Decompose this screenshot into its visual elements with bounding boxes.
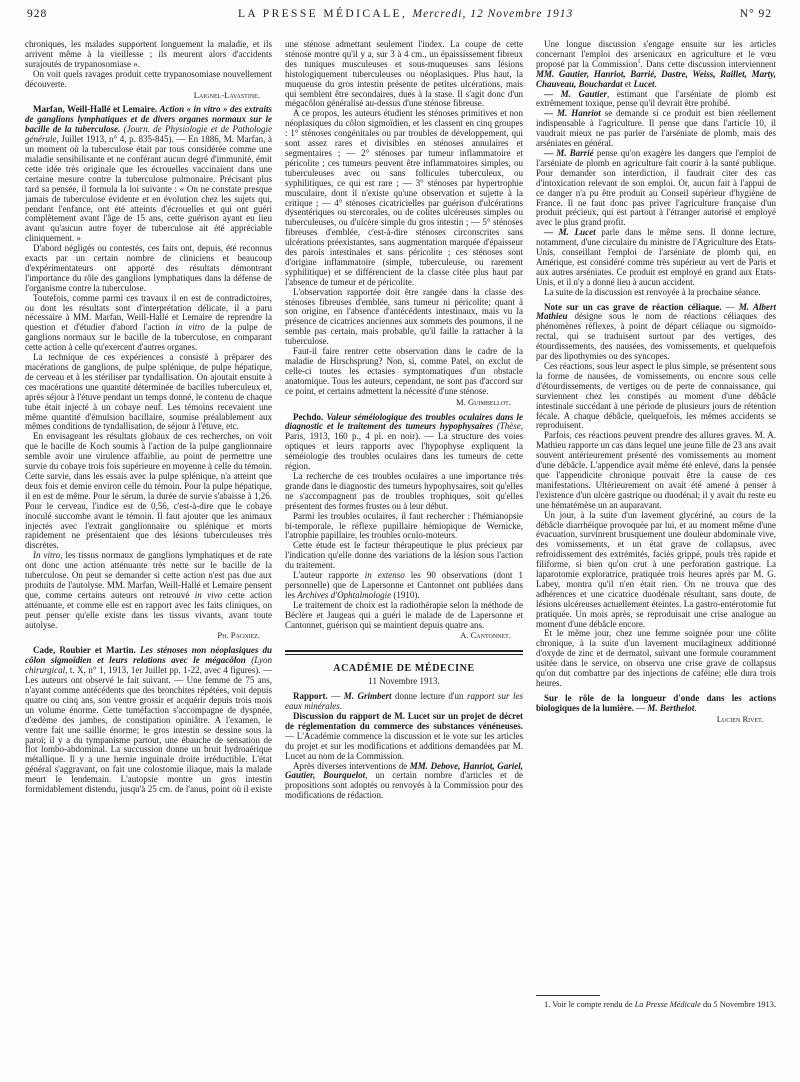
text-paragraph [25, 432, 272, 551]
text-run: parle dans le même sens. Il donne lecture, notamment, d'une circulaire du ministre de l'Agriculture des Etats-Unis, conseillant l'emploi de l'arséniate de plomb qui, en Amérique, est considéré comme très supérieur au vert de Paris et aux autres arséniates. Ce produit est employé en grand aux Etats-Unis, et il n'y a donné lieu à aucun accident. [536, 227, 776, 287]
author-signature: M. Guimbellot. [456, 396, 511, 407]
article-paragraph [25, 646, 272, 795]
text-run: — L'Académie commence la discussion et le vote sur les articles du projet et sur les modifications et additions demandées par M. Lucet au nom de la Commission. [285, 730, 523, 761]
text-paragraph [536, 109, 776, 149]
emphasis-text: — M. Lucet [544, 227, 596, 238]
text-paragraph [536, 90, 776, 110]
text-run: , Paris, 1913, 160 p., 4 pl. en noir). — La structure des voies optiques et leurs rapports avec l'hypophyse expliquent la séméiologie des troubles oculaires dans les tumeurs de cette région. [285, 421, 523, 472]
text-run: , t. X, n° 1, 1913, 1er Juillet pp. 1-22, avec 4 figures). — Les auteurs ont observé le fait suivant. — Une femme de 75 ans, n'ayant comme antécédents que des bronchites répétées, voit depuis quatre ou cinq ans, son ventre grossir et acquérir depuis trois mois un volume énorme. Cette tuméfaction s'accompagne de dyspnée, d'œdème des jambes, de constipation opiniâtre. A l'examen, le ventre fait une saillie énorme; le gros intestin se dessine sous la paroi; il y a du tympanisme partout, une ébauche de sensation de flot lombo-abdominal. La succussion donne un bruit hydroaérique métallique. Il y a une hernie inguinale droite irréductible. L'état général s'aggravant, on fait une colostomie iliaque, mais la malade meurt le lendemain. L'autopsie montre un gros intestin formidablement distendu, jusqu'à 25 cm. de l'anus, point où il existe [25, 665, 272, 795]
text-run: désigne sous le nom de réactions céliaques des phénomènes réflexes, à point de départ céliaque ou sigmoïdo-rectal, qui se traduisent surtout par des vertiges, des étourdissements, des nausées, des vomissements, et quelquefois par des lipothymies ou des syncopes. [536, 311, 776, 362]
section-heading: ACADÉMIE DE MÉDECINE [333, 663, 475, 675]
text-run: pense qu'on exagère les dangers que l'emploi de l'arséniate de plomb en agriculture fait courir à la santé publique. Pour demander son interdiction, il faudrait citer des cas d'intoxication relevant de son emploi. Or, aucun fait à l'appui de ce danger n'a pu être produit au Conseil supérieur d'hygiène de France. Il ne faut donc pas priver l'agriculture française d'un produit précieux, qui est partout à l'étranger autorisé et employé avec le plus grand profit. [536, 147, 776, 228]
italic-text: In vitro [33, 550, 61, 561]
text-run: , Juillet 1913, n° 4, p. 835-845). — En 1886, M. Marfan, à un moment où la tuberculose était par tous considérée comme une maladie sensibilisante et ne conférant aucun degré d'immunité, émit cette idée très originale que les écrouelles vaccinaient dans une certaine mesure contre la tuberculose pulmonaire. Précisant plus tard sa pensée, il formula la loi suivante : « On ne constate presque jamais de tuberculose évidente et en évolution chez les sujets qui, pendant l'enfance, ont été atteints d'écrouelles et qui ont guéri complètement avant l'âge de 15 ans, cette guérison ayant eu lieu avant qu'aucun autre foyer de tuberculose ait été appréciable cliniquement. » [25, 134, 272, 244]
emphasis-text: M. Berthelot [647, 702, 695, 713]
emphasis-text: MM. Gautier, Hanriot, Barrié, Dastre, Weiss, Raillet, Marty, Chauveau, Bouchardat [536, 68, 776, 89]
article-paragraph [285, 413, 523, 472]
text-paragraph [285, 40, 523, 109]
text-run: , estimant que l'arséniate de plomb est extrêmement toxique, pense qu'il devrait être prohibé. [536, 88, 776, 109]
text-paragraph [25, 70, 272, 90]
emphasis-text: Pechdo. [293, 411, 327, 422]
emphasis-text: — M. Barrié [544, 147, 594, 158]
section-rule [285, 650, 523, 655]
text-run: une sténose admettant seulement l'index. La coupe de cette sténose montre qu'il y a, sur 3 à 4 cm., un épaississement fibreux des tuniques musculeuses et sous-muqueuses sans lésions histologiquement tuberculeuses ou néoplasiques. Plus haut, la muqueuse du gros intestin présente de petites ulcérations, mais qui semblent être secondaires, dues à la stase. Il s'agit donc d'un mégacôlon généralisé au-dessus d'une sténose fibreuse. [285, 40, 523, 109]
text-run: — [721, 301, 739, 312]
text-paragraph [25, 551, 272, 630]
emphasis-text: Sur le rôle de la longueur d'onde dans les actions biologiques de la lumière. [536, 692, 776, 713]
text-run: Ces réactions, sous leur aspect le plus simple, se présentent sous la forme de nausées, de vomissements, ou encore sous celle d'étourdissements, de vertiges ou de perte de connaissance, qui surviennent chez les constipés au moment d'une débâcle intestinale succédant à une période de plusieurs jours de rétention fécale. A chaque débâcle, quelquefois, les mêmes accidents se reproduisent. [536, 361, 776, 431]
author-signature: A. Cantonnet. [460, 630, 511, 641]
text-run: — [633, 702, 648, 713]
emphasis-text: Rapport. [293, 691, 328, 702]
text-run: Faut-il faire rentrer cette observation dans le cadre de la maladie de Hirschsprung? Non, si, comme Patel, on exclut de celle-ci toutes les ectasies symptomatiques d'un obstacle anatomique. Tous les auteurs, cependant, ne sont pas d'accord sur ce point, et certains admettent la nécessité d'une sténose. [285, 346, 523, 396]
text-run: cette action atténuante, et comme elle est en rapport avec les faits cliniques, on peut penser qu'elle existe dans les tissus vivants, avant toute autolyse. [25, 589, 272, 630]
text-run: En envisageant les résultats globaux de ces recherches, on voit que le bacille de Koch soumis à l'action de la pulpe ganglionnaire semble avoir une virulence affaiblie, au point de permettre une survie du cobaye trois fois supérieure en moyenne à celle du témoin. Cette survie, dans les essais avec la pulpe splénique, n'a atteint que deux fois et demie environ celle du témoin. Pour la pulpe hépatique, il en est de même. Pour le sérum, la durée de survie s'abaisse à 1,26. Pour le cerveau, l'indice est de 0,56, c'est-à-dire que le cobaye inoculé succombe avant le témoin. Il faut ajouter que les animaux injectés avec l'extrait ganglionnaire ou splénique et morts rapidement ne présentaient que des lésions tuberculeuses très discrètes. [25, 431, 272, 551]
italic-text: (Lyon chirurgical [25, 655, 272, 676]
text-run: et [622, 78, 634, 89]
article-paragraph [25, 105, 272, 244]
text-paragraph [536, 228, 776, 287]
text-run: L'auteur rapporte [293, 570, 365, 581]
italic-text: (Journ. de Physiologie et de Pathologie générale [25, 124, 272, 145]
emphasis-text: M. Albert Mathieu [536, 301, 776, 322]
emphasis-text: Cade, Roubier et Martin. [33, 645, 140, 656]
column-middle [285, 40, 523, 1076]
text-paragraph [25, 40, 272, 70]
italic-text: Archives d'Ophtalmologie [297, 589, 392, 600]
text-paragraph [285, 109, 523, 287]
footnote-text [536, 1000, 776, 1009]
text-paragraph [285, 512, 523, 542]
text-run: Toutefois, comme parmi ces travaux il en est de contradictoires, ou dont les résultats sont d'interprétation délicate, il a paru nécessaire à MM. Marfan, Weill-Hallé et Lemaire de reprendre la question et d'étudier d'abord l'action [25, 292, 272, 333]
emphasis-text: Les sténoses non néoplasiques du côlon sigmoïdien et leurs relations avec le mégacôlon [25, 645, 272, 666]
issue-date: Mercredi, 12 Novembre 1913 [412, 8, 574, 20]
text-run: de la pulpe de ganglions normaux sur le bacille de la tuberculose, en comparant cette action à celle qu'exercent d'autres organes. [25, 322, 272, 353]
italic-text: (Thèse [496, 421, 521, 432]
issue-number: N° 92 [739, 8, 772, 20]
text-run: Le traitement de choix est la radiothérapie selon la méthode de Béclère et Jaugeas qui a guéri le malade de de Lapersonne et Cantonnet, guérison qui se maintient depuis quatre ans. [285, 599, 523, 630]
italic-text: in vivo [194, 589, 223, 600]
text-run: On voit quels ravages produit cette trypanosomiase nouvellement découverte. [25, 68, 272, 89]
text-paragraph [536, 40, 776, 90]
emphasis-text: — M. Gautier [544, 88, 607, 99]
author-signature: Lucien Rivet. [716, 713, 764, 724]
article-paragraph [536, 694, 776, 714]
text-run: les 90 observations (dont 1 personnelle) que de Lapersonne et Cantonnet ont publiées dans les [285, 570, 523, 600]
text-run: (1910). [391, 589, 420, 600]
text-paragraph [285, 571, 523, 601]
text-run: La suite de la discussion est renvoyée à la prochaine séance. [544, 286, 761, 297]
text-paragraph [536, 149, 776, 228]
text-run: Un jour, à la suite d'un lavement glycériné, au cours de la débâcle diarrhéique provoquée par lui, et au moment même d'une évacuation, survinrent brusquement une douleur abdominale vive, des vomissements, et un état grave de collapsus, avec refroidissement des extrémités, faciès grippé, pouls très rapide et filiforme, si bien qu'on crut à une perforation gastrique. La laparotomie exploratrice, pratiquée trois heures après par M. G. Labey, montra qu'il n'en était rien. On ne trouva que des adhérences et une cicatrice duodénale résultant, sans doute, de lésions ulcéreuses actuellement éteintes. La gastro-entérotomie fut pratiquée. Un mois après, se reproduisait une crise analogue au moment d'une débâcle encore. [536, 509, 776, 629]
journal-title [238, 8, 573, 24]
text-paragraph [285, 347, 523, 397]
author-signature: Laignel-Lavastine. [193, 89, 260, 100]
text-run: . [339, 701, 342, 712]
text-paragraph [25, 353, 272, 432]
text-paragraph [285, 288, 523, 347]
text-run: Parfois, ces réactions peuvent prendre des allures graves. M. A. Mathieu rapporte un cas dans lequel une jeune fille de 23 ans avait souvent antérieurement présenté des vomissements au moment d'une débâcle. L'appendice avait même été enlevé, dans la pensée que l'appendicite chronique pouvait être la cause de ces manifestations. Ultérieurement on avait été amené à penser à l'existence d'un ulcère gastrique ou duodénal; il y avait du reste eu une hématémèse un an auparavant. [536, 430, 776, 510]
text-paragraph [285, 541, 523, 571]
text-run: La technique de ces expériences a consisté à préparer des macérations de ganglions, de pulpe splénique, de pulpe hépatique, de cerveau et à les stériliser par tyndallisation. On ajoutait ensuite à ces macérations une quantité déterminée de bacilles tuberculeux et, après séjour à l'étuve pendant un temps donné, le contenu de chaque tube était injecté à un cobaye neuf. Les témoins recevaient une même quantité d'émulsion bacillaire, soumise préalablement aux mêmes conditions de tyndallisation, de séjour à l'étuve, etc. [25, 352, 272, 432]
text-run: . [694, 702, 697, 713]
text-paragraph [285, 762, 523, 802]
text-run: chroniques, les malades supportent longuement la maladie, et ils arrivent même à la vieillesse ; ils meurent alors d'accidents surajoutés de trypanosomiase ». [25, 40, 272, 69]
text-paragraph [536, 288, 776, 298]
footnote-rule [536, 995, 600, 996]
emphasis-text: Note sur un cas grave de réaction céliaque. [544, 301, 722, 312]
text-paragraph [285, 692, 523, 712]
text-paragraph [285, 601, 523, 631]
text-run: Après diverses interventions de [293, 760, 410, 771]
text-run: Une longue discussion s'engage ensuite sur les articles concernant l'emploi des arsenicaux en agriculture et le vœu proposé par la Commission [536, 40, 776, 69]
text-paragraph [536, 511, 776, 630]
emphasis-text: Discussion du rapport de M. Lucet sur un projet de décret de réglementation du commerce des substances vénéneuses. [285, 711, 523, 731]
text-paragraph [285, 472, 523, 512]
italic-text: rapport sur les eaux minérales [285, 691, 523, 712]
text-run: du 5 Novembre 1913. [700, 1000, 776, 1009]
text-run: A ce propos, les auteurs étudient les sténoses primitives et non néoplasiques du côlon sigmoïdien, et les classent en cinq groupes : 1° sténoses congénitales ou par troubles de développement, qui sont assez rares et divisibles en sténoses annulaires et segmentaires ; — 2° sténoses par tumeur inflammatoire et péricolite ; ces tumeurs peuvent être inflammatoires simples, ou tuberculeuses avec ou sans follicules tuberculeux, ou syphilitiques, ce qui est rare ; — 3° sténoses par hypertrophie musculaire, dont il n'existe qu'une observation et sujette à la critique ; — 4° sténoses cicatricielles par guérison d'ulcérations dysentériques ou stercorales, ou de colites ulcéreuses simples ou tuberculeuses, ou d'ulcère simple du gros intestin ; — 5° sténoses fibreuses d'emblée, c'est-à-dire sténoses circonscrites sans ulcérations préexistantes, sans augmentation marquée d'épaisseur des parois intestinales et sans péricolite ; ces sténoses sont d'origine inflammatoire (simple, tuberculeuse, ou rarement syphilitique) et se différencient de la classe citée plus haut par l'absence de tumeur et de péricolite. [285, 108, 523, 287]
text-run: Et le même jour, chez une femme soignée pour une côlite chronique, à la suite d'un lavement mucilagineux additionné d'oxyde de zinc et de dermatol, suivant une formule couramment usitée dans le service, on observa une crise grave de collapsus qu'on dut combattre par des injections de caféine; elle dura trois heures. [536, 628, 776, 688]
emphasis-text: Action « in vitro » des extraits de ganglions lymphatiques et de divers organes normaux sur le bacille de la tuberculose. [25, 104, 272, 135]
text-run: L'observation rapportée doit être rangée dans la classe des sténoses fibreuses d'emblée, sans tumeur ni péricolite; quant à son origine, en l'absence d'antécédents intestinaux, mais vu la présence de cicatrices anciennes aux sommets des poumons, il ne semble pas certain, mais probable, qu'il faille la rattacher à la tuberculose. [285, 286, 523, 347]
page-number: 928 [27, 8, 48, 20]
journal-name: LA PRESSE MÉDICALE, [238, 8, 408, 20]
text-run: 1. Voir le compte rendu de [544, 1000, 635, 1009]
italic-text: La Presse Médicale [634, 1000, 701, 1009]
text-run: Cette étude est le facteur thérapeutique le plus précieux par l'indication qu'elle donne des variations de la lésion sous l'action du traitement. [285, 540, 523, 571]
text-run: se demande si ce produit est bien réellement indispensable à l'agriculture. Il pense que dans l'article 10, il vaudrait mieux ne pas parler de l'arséniate de plomb, mais des arséniates en général. [536, 108, 776, 149]
text-paragraph [25, 244, 272, 294]
italic-text: in extenso [364, 570, 405, 581]
text-run: . Dans cette discussion interviennent [640, 58, 776, 69]
text-run: , un certain nombre d'articles et de propositions sont adoptés ou renvoyés à la Commission pour des modifications de rédaction. [285, 770, 523, 801]
column-left [25, 40, 272, 1076]
text-run: D'abord négligés ou contestés, ces faits ont, depuis, été reconnus exacts par un certain nombre de cliniciens et beaucoup d'expérimentateurs ont apporté des résultats démontrant l'importance du rôle des ganglions lymphatiques dans la défense de l'organisme contre la tuberculose. [25, 243, 272, 293]
text-paragraph [536, 431, 776, 510]
footnote-ref: 1 [637, 58, 641, 65]
text-run: , les tissus normaux de ganglions lymphatiques et de rate ont donc une action atténuante très nette sur le bacille de la tuberculose. On peut se demander si cette action n'est pas due aux produits de l'autolyse. MM. Marfan, Weill-Hallé et Lemaire pensent que, comme certains auteurs ont retrouvé [25, 550, 272, 600]
article-paragraph [536, 303, 776, 362]
author-signature: Ph. Pagniez. [217, 630, 260, 641]
section-date: 11 Novembre 1913. [368, 676, 440, 687]
text-paragraph [25, 294, 272, 353]
emphasis-text: Marfan, Weill-Hallé et Lemaire. [33, 104, 160, 115]
text-paragraph [536, 362, 776, 431]
emphasis-text: Valeur séméiologique des troubles oculaires dans le diagnostic et le traitement des tumeurs hypophysaires [285, 411, 523, 432]
column-right [536, 40, 776, 988]
text-paragraph [285, 712, 523, 762]
italic-text: in vitro [175, 322, 205, 333]
emphasis-text: Lucet [633, 78, 655, 89]
text-paragraph [536, 629, 776, 688]
text-run: . [654, 78, 657, 89]
text-run: Parmi les troubles oculaires, il faut rechercher : l'hémianopsie bi-temporale, le réflexe pupillaire hémiopique de Wernicke, l'atrophie papillaire, les troubles oculo-moteurs. [285, 510, 523, 541]
text-run: — [327, 691, 344, 702]
emphasis-text: M. Grimbert [343, 691, 392, 702]
emphasis-text: MM. Debove, Hanriot, Gariel, Gautier, Bourquelot [285, 760, 523, 781]
text-run: La recherche de ces troubles oculaires a une importance très grande dans le diagnostic des tumeurs hypophysaires, soit qu'elles ne s'accompagnent pas de troubles trophiques, soit qu'elles présentent des formes frustes ou à leur début. [285, 470, 523, 511]
text-run: donne lecture d'un [391, 691, 468, 702]
emphasis-text: — M. Hanriot [544, 108, 601, 119]
